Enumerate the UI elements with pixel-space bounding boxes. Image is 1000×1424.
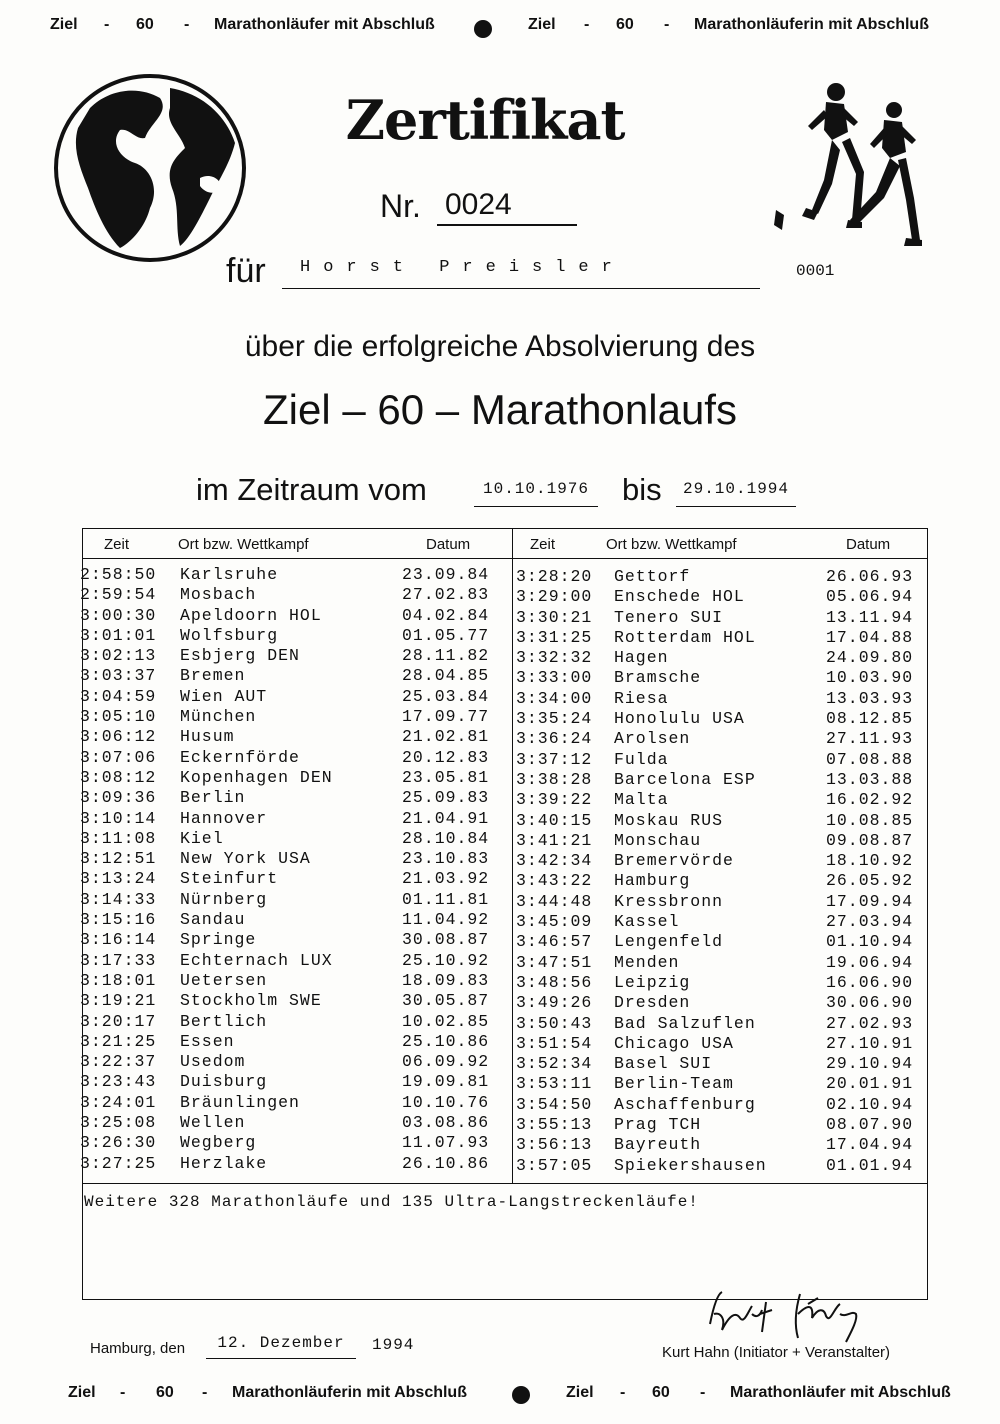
- table-row: [80, 646, 500, 666]
- bullet-icon: [474, 20, 492, 38]
- row-place: Stockholm SWE: [180, 991, 322, 1011]
- header-datum: Datum: [426, 536, 471, 553]
- table-row: [80, 666, 500, 686]
- row-time: 3:45:09: [516, 912, 593, 932]
- row-date: 13.11.94: [826, 607, 914, 627]
- table-row: [516, 1034, 916, 1054]
- row-date: 21.03.92: [402, 869, 490, 889]
- date-to: 29.10.1994: [676, 480, 796, 507]
- row-place: Kressbronn: [614, 891, 724, 911]
- row-place: Echternach LUX: [180, 950, 333, 970]
- row-place: Dresden: [614, 993, 691, 1013]
- row-time: 3:54:50: [516, 1094, 593, 1114]
- row-time: 3:01:01: [80, 625, 157, 645]
- table-row: [516, 587, 916, 607]
- table-row: [516, 1156, 916, 1176]
- table-row: [80, 991, 500, 1011]
- row-place: Malta: [614, 790, 669, 810]
- table-row: [80, 951, 500, 971]
- runners-illustration: [766, 70, 926, 260]
- footnote: Weitere 328 Marathonläufe und 135 Ultra-Langstreckenläufe!: [84, 1193, 699, 1211]
- banner-text: Marathonläufer mit Abschluß: [730, 1384, 951, 1401]
- table-row: [516, 1095, 916, 1115]
- row-place: Rotterdam HOL: [614, 627, 756, 647]
- table-row: [80, 849, 500, 869]
- row-date: 08.07.90: [826, 1115, 914, 1135]
- row-place: Chicago USA: [614, 1033, 734, 1053]
- place-label: Hamburg, den: [90, 1340, 186, 1357]
- bis-label: bis: [622, 472, 662, 507]
- row-time: 3:27:25: [80, 1153, 157, 1173]
- table-row: [516, 729, 916, 749]
- row-date: 03.08.86: [402, 1113, 490, 1133]
- row-time: 3:11:08: [80, 828, 157, 848]
- row-time: 2:59:54: [80, 585, 157, 605]
- row-date: 01.11.81: [402, 889, 490, 909]
- row-place: Duisburg: [180, 1072, 268, 1092]
- table-row: [80, 748, 500, 768]
- row-place: Essen: [180, 1031, 235, 1051]
- table-row: [80, 829, 500, 849]
- row-time: 3:29:00: [516, 587, 593, 607]
- banner-dash: -: [584, 16, 590, 33]
- banner-dash: -: [202, 1384, 208, 1401]
- table-row: [80, 1133, 500, 1153]
- row-date: 28.11.82: [402, 646, 490, 666]
- row-date: 01.10.94: [826, 932, 914, 952]
- row-time: 3:38:28: [516, 769, 593, 789]
- row-place: Bremervörde: [614, 851, 734, 871]
- row-date: 23.10.83: [402, 849, 490, 869]
- table-row: [80, 809, 500, 829]
- row-date: 19.06.94: [826, 952, 914, 972]
- row-time: 3:39:22: [516, 790, 593, 810]
- row-date: 13.03.88: [826, 769, 914, 789]
- header-zeit: Zeit: [530, 536, 556, 553]
- row-place: Bramsche: [614, 668, 702, 688]
- table-row: [516, 932, 916, 952]
- nr-label: Nr.: [380, 188, 421, 224]
- row-place: Kiel: [180, 828, 224, 848]
- row-place: Nürnberg: [180, 889, 268, 909]
- row-time: 3:05:10: [80, 707, 157, 727]
- header-ort: Ort bzw. Wettkampf: [178, 536, 309, 553]
- row-time: 3:22:37: [80, 1052, 157, 1072]
- table-row: [516, 892, 916, 912]
- row-date: 10.02.85: [402, 1011, 490, 1031]
- row-date: 28.04.85: [402, 666, 490, 686]
- row-date: 29.10.94: [826, 1054, 914, 1074]
- row-place: Wegberg: [180, 1133, 257, 1153]
- row-date: 01.01.94: [826, 1155, 914, 1175]
- table-row: [80, 1154, 500, 1174]
- row-place: Moskau RUS: [614, 810, 724, 830]
- table-row: [80, 768, 500, 788]
- header-ort: Ort bzw. Wettkampf: [606, 536, 737, 553]
- row-date: 27.10.91: [826, 1033, 914, 1053]
- row-time: 3:35:24: [516, 709, 593, 729]
- row-place: München: [180, 707, 257, 727]
- row-date: 23.05.81: [402, 767, 490, 787]
- table-row: [80, 727, 500, 747]
- row-place: Apeldoorn HOL: [180, 605, 322, 625]
- table-row: [516, 709, 916, 729]
- row-place: Prag TCH: [614, 1115, 702, 1135]
- row-place: Fulda: [614, 749, 669, 769]
- row-date: 25.09.83: [402, 788, 490, 808]
- row-date: 17.09.77: [402, 707, 490, 727]
- row-place: Bad Salzuflen: [614, 1013, 756, 1033]
- row-time: 3:43:22: [516, 871, 593, 891]
- row-time: 3:03:37: [80, 666, 157, 686]
- row-date: 19.09.81: [402, 1072, 490, 1092]
- row-place: Bräunlingen: [180, 1092, 300, 1112]
- row-date: 08.12.85: [826, 709, 914, 729]
- row-time: 3:02:13: [80, 646, 157, 666]
- row-date: 30.05.87: [402, 991, 490, 1011]
- row-date: 27.02.93: [826, 1013, 914, 1033]
- row-time: 3:14:33: [80, 889, 157, 909]
- row-time: 3:18:01: [80, 970, 157, 990]
- banner-number: 60: [652, 1384, 670, 1401]
- row-place: Enschede HOL: [614, 587, 745, 607]
- table-row: [516, 608, 916, 628]
- banner-text: Marathonläufer mit Abschluß: [214, 16, 435, 33]
- row-time: 3:52:34: [516, 1054, 593, 1074]
- row-place: Berlin: [180, 788, 246, 808]
- row-place: Basel SUI: [614, 1054, 713, 1074]
- row-date: 27.03.94: [826, 912, 914, 932]
- row-date: 23.09.84: [402, 565, 490, 584]
- row-date: 11.04.92: [402, 910, 490, 930]
- banner-text: Marathonläuferin mit Abschluß: [232, 1384, 467, 1401]
- row-time: 3:32:32: [516, 648, 593, 668]
- table-row: [516, 567, 916, 587]
- header-zeit: Zeit: [104, 536, 130, 553]
- table-row: [516, 871, 916, 891]
- table-row: [80, 1032, 500, 1052]
- row-time: 3:42:34: [516, 851, 593, 871]
- banner-ziel: Ziel: [68, 1384, 96, 1401]
- row-date: 02.10.94: [826, 1094, 914, 1114]
- table-row: [80, 585, 500, 605]
- row-time: 3:49:26: [516, 993, 593, 1013]
- row-date: 25.03.84: [402, 686, 490, 706]
- banner-number: 60: [136, 16, 154, 33]
- row-date: 06.09.92: [402, 1052, 490, 1072]
- banner-number: 60: [156, 1384, 174, 1401]
- row-date: 28.10.84: [402, 828, 490, 848]
- subtitle-line: über die erfolgreiche Absolvierung des: [244, 330, 756, 363]
- row-place: Wolfsburg: [180, 625, 279, 645]
- row-time: 3:28:20: [516, 567, 593, 586]
- table-row: [80, 910, 500, 930]
- issue-year: 1994: [372, 1336, 415, 1354]
- row-date: 26.10.86: [402, 1153, 490, 1173]
- column-divider: [512, 528, 513, 1184]
- table-row: [80, 890, 500, 910]
- table-row: [80, 930, 500, 950]
- row-time: 3:56:13: [516, 1135, 593, 1155]
- row-date: 17.09.94: [826, 891, 914, 911]
- row-place: Steinfurt: [180, 869, 279, 889]
- row-place: Barcelona ESP: [614, 769, 756, 789]
- row-place: Karlsruhe: [180, 565, 279, 584]
- table-row: [80, 707, 500, 727]
- row-time: 3:51:54: [516, 1033, 593, 1053]
- row-time: 3:00:30: [80, 605, 157, 625]
- table-row: [80, 788, 500, 808]
- row-time: 3:04:59: [80, 686, 157, 706]
- row-time: 3:17:33: [80, 950, 157, 970]
- banner-ziel: Ziel: [528, 16, 556, 33]
- row-place: Gettorf: [614, 567, 691, 586]
- banner-ziel: Ziel: [566, 1384, 594, 1401]
- table-row: [516, 1054, 916, 1074]
- row-place: New York USA: [180, 849, 311, 869]
- banner-dash: -: [620, 1384, 626, 1401]
- row-date: 01.05.77: [402, 625, 490, 645]
- banner-text: Marathonläuferin mit Abschluß: [694, 16, 929, 33]
- row-time: 3:46:57: [516, 932, 593, 952]
- row-time: 3:47:51: [516, 952, 593, 972]
- row-time: 3:12:51: [80, 849, 157, 869]
- row-time: 3:19:21: [80, 991, 157, 1011]
- row-place: Hamburg: [614, 871, 691, 891]
- row-time: 3:31:25: [516, 627, 593, 647]
- row-date: 18.09.83: [402, 970, 490, 990]
- row-place: Kopenhagen DEN: [180, 767, 333, 787]
- table-row: [516, 1115, 916, 1135]
- row-place: Usedom: [180, 1052, 246, 1072]
- banner-ziel: Ziel: [50, 16, 78, 33]
- banner-dash: -: [104, 16, 110, 33]
- row-date: 07.08.88: [826, 749, 914, 769]
- bullet-icon: [512, 1386, 530, 1404]
- table-row: [516, 973, 916, 993]
- row-time: 3:55:13: [516, 1115, 593, 1135]
- row-place: Hagen: [614, 648, 669, 668]
- row-place: Menden: [614, 952, 680, 972]
- row-time: 3:13:24: [80, 869, 157, 889]
- table-row: [516, 993, 916, 1013]
- row-date: 09.08.87: [826, 830, 914, 850]
- row-place: Wellen: [180, 1113, 246, 1133]
- row-time: 3:30:21: [516, 607, 593, 627]
- row-place: Honolulu USA: [614, 709, 745, 729]
- row-time: 3:26:30: [80, 1133, 157, 1153]
- row-time: 3:23:43: [80, 1072, 157, 1092]
- row-time: 3:15:16: [80, 910, 157, 930]
- row-time: 3:40:15: [516, 810, 593, 830]
- signer-name: Kurt Hahn (Initiator + Veranstalter): [662, 1344, 891, 1361]
- page-title: Zertifikat: [345, 88, 625, 152]
- row-place: Bremen: [180, 666, 246, 686]
- certificate-code: 0001: [796, 262, 835, 280]
- row-date: 30.06.90: [826, 993, 914, 1013]
- row-date: 25.10.92: [402, 950, 490, 970]
- table-row: [516, 668, 916, 688]
- row-date: 05.06.94: [826, 587, 914, 607]
- row-time: 3:50:43: [516, 1013, 593, 1033]
- row-time: 3:48:56: [516, 972, 593, 992]
- row-date: 16.02.92: [826, 790, 914, 810]
- results-left-column: [80, 565, 500, 1174]
- table-row: [80, 1093, 500, 1113]
- row-date: 25.10.86: [402, 1031, 490, 1051]
- row-time: 3:41:21: [516, 830, 593, 850]
- table-row: [516, 1014, 916, 1034]
- header-divider: [82, 558, 928, 559]
- row-date: 26.05.92: [826, 871, 914, 891]
- table-row: [80, 1052, 500, 1072]
- row-time: 3:16:14: [80, 930, 157, 950]
- table-row: [516, 770, 916, 790]
- globe-icon: [50, 68, 250, 268]
- issue-date: 12. Dezember: [206, 1334, 356, 1359]
- row-time: 3:20:17: [80, 1011, 157, 1031]
- row-time: 3:44:48: [516, 891, 593, 911]
- row-place: Bayreuth: [614, 1135, 702, 1155]
- row-date: 30.08.87: [402, 930, 490, 950]
- row-date: 11.07.93: [402, 1133, 490, 1153]
- row-time: 3:06:12: [80, 727, 157, 747]
- table-row: [516, 1074, 916, 1094]
- row-place: Lengenfeld: [614, 932, 724, 952]
- row-time: 3:07:06: [80, 747, 157, 767]
- row-time: 3:34:00: [516, 688, 593, 708]
- row-place: Bertlich: [180, 1011, 268, 1031]
- table-row: [516, 1135, 916, 1155]
- banner-dash: -: [120, 1384, 126, 1401]
- row-date: 10.03.90: [826, 668, 914, 688]
- row-time: 2:58:50: [80, 565, 157, 584]
- row-date: 20.01.91: [826, 1074, 914, 1094]
- header-datum: Datum: [846, 536, 891, 553]
- row-place: Berlin-Team: [614, 1074, 734, 1094]
- signature: [700, 1284, 870, 1350]
- row-place: Uetersen: [180, 970, 268, 990]
- row-time: 3:09:36: [80, 788, 157, 808]
- row-date: 13.03.93: [826, 688, 914, 708]
- row-place: Springe: [180, 930, 257, 950]
- row-place: Riesa: [614, 688, 669, 708]
- table-row: [80, 869, 500, 889]
- row-place: Eckernförde: [180, 747, 300, 767]
- row-place: Monschau: [614, 830, 702, 850]
- row-time: 3:21:25: [80, 1031, 157, 1051]
- banner-number: 60: [616, 16, 634, 33]
- table-row: [80, 626, 500, 646]
- row-date: 27.02.83: [402, 585, 490, 605]
- row-place: Aschaffenburg: [614, 1094, 756, 1114]
- event-name: Ziel – 60 – Marathonlaufs: [263, 386, 737, 433]
- table-row: [516, 628, 916, 648]
- row-date: 04.02.84: [402, 605, 490, 625]
- row-time: 3:33:00: [516, 668, 593, 688]
- row-date: 17.04.94: [826, 1135, 914, 1155]
- row-place: Tenero SUI: [614, 607, 724, 627]
- table-row: [80, 606, 500, 626]
- row-time: 3:57:05: [516, 1155, 593, 1175]
- banner-dash: -: [700, 1384, 706, 1401]
- bottom-banner: [0, 1384, 1000, 1424]
- table-row: [516, 811, 916, 831]
- row-time: 3:37:12: [516, 749, 593, 769]
- fuer-label: für: [226, 252, 266, 290]
- row-date: 24.09.80: [826, 648, 914, 668]
- row-date: 10.08.85: [826, 810, 914, 830]
- row-place: Wien AUT: [180, 686, 268, 706]
- table-row: [80, 971, 500, 991]
- row-date: 20.12.83: [402, 747, 490, 767]
- footer-divider: [82, 1183, 928, 1184]
- row-date: 18.10.92: [826, 851, 914, 871]
- row-place: Mosbach: [180, 585, 257, 605]
- row-date: 21.02.81: [402, 727, 490, 747]
- table-row: [80, 1072, 500, 1092]
- table-row: [516, 953, 916, 973]
- row-time: 3:24:01: [80, 1092, 157, 1112]
- row-time: 3:53:11: [516, 1074, 593, 1094]
- row-date: 26.06.93: [826, 567, 914, 586]
- table-row: [80, 1113, 500, 1133]
- table-row: [516, 648, 916, 668]
- row-time: 3:08:12: [80, 767, 157, 787]
- row-date: 27.11.93: [826, 729, 914, 749]
- row-place: Spiekershausen: [614, 1155, 767, 1175]
- table-row: [516, 689, 916, 709]
- table-row: [516, 790, 916, 810]
- recipient-name: Horst Preisler: [300, 258, 625, 277]
- row-place: Sandau: [180, 910, 246, 930]
- table-row: [80, 1012, 500, 1032]
- row-place: Esbjerg DEN: [180, 646, 300, 666]
- certificate-number: 0024: [437, 188, 577, 226]
- row-place: Leipzig: [614, 972, 691, 992]
- table-row: [516, 912, 916, 932]
- date-from: 10.10.1976: [474, 480, 598, 507]
- row-time: 3:25:08: [80, 1113, 157, 1133]
- row-date: 10.10.76: [402, 1092, 490, 1112]
- row-place: Herzlake: [180, 1153, 268, 1173]
- row-place: Hannover: [180, 808, 268, 828]
- table-row: [516, 831, 916, 851]
- top-banner: [0, 16, 1000, 56]
- table-row: [516, 851, 916, 871]
- results-right-column: [516, 567, 916, 1176]
- row-date: 17.04.88: [826, 627, 914, 647]
- row-place: Arolsen: [614, 729, 691, 749]
- banner-dash: -: [664, 16, 670, 33]
- table-row: [516, 750, 916, 770]
- zeitraum-label: im Zeitraum vom: [196, 472, 427, 507]
- table-row: [80, 565, 500, 585]
- row-time: 3:36:24: [516, 729, 593, 749]
- row-place: Husum: [180, 727, 235, 747]
- row-date: 21.04.91: [402, 808, 490, 828]
- row-date: 16.06.90: [826, 972, 914, 992]
- row-time: 3:10:14: [80, 808, 157, 828]
- row-place: Kassel: [614, 912, 680, 932]
- banner-dash: -: [184, 16, 190, 33]
- table-row: [80, 687, 500, 707]
